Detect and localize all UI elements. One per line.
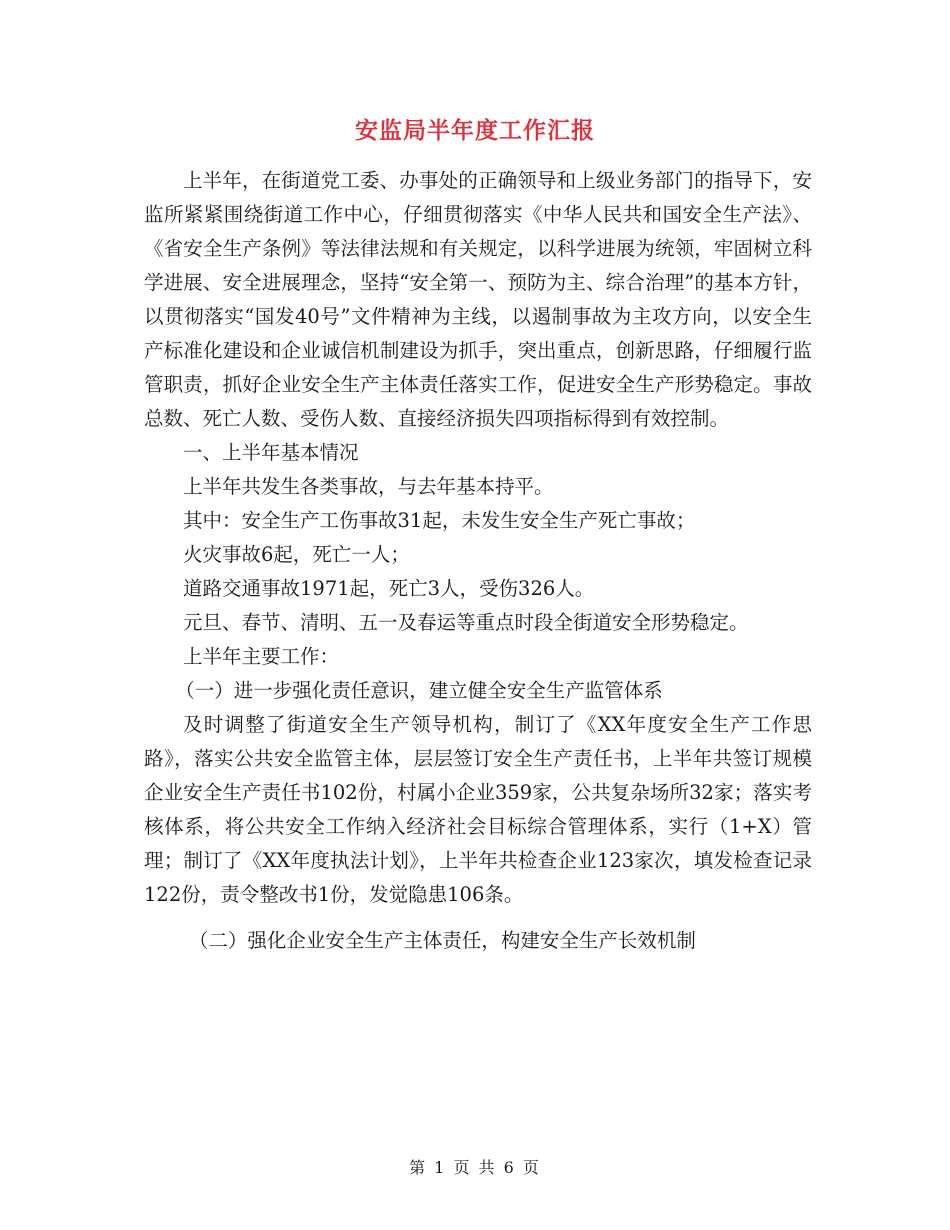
paragraph-responsibility-details: 及时调整了街道安全生产领导机构，制订了《XX年度安全生产工作思路》，落实公共安全监管主体，层层签订安全生产责任书，上半年共签订规模企业安全生产责任书102份，村属小企业359家，公共复杂场所32家；落实考核体系，将公共安全工作纳入经济社会目标综合管理体系，实行（1+X）管理；制订了《XX年度执法计划》，上半年共检查企业123家次，填发检查记录122份，责令整改书1份，发觉隐患106条。 xyxy=(144,713,812,906)
paragraph-traffic: 道路交通事故1971起，死亡3人，受伤326人。 xyxy=(183,577,595,600)
subheading-responsibility: （一）进一步强化责任意识，建立健全安全生产监管体系 xyxy=(175,679,663,702)
paragraph-holidays: 元旦、春节、清明、五一及春运等重点时段全街道安全形势稳定。 xyxy=(183,611,749,634)
document-title: 安监局半年度工作汇报 xyxy=(355,117,595,144)
intro-paragraph: 上半年，在街道党工委、办事处的正确领导和上级业务部门的指导下，安监所紧紧围绕街道工作中心，仔细贯彻落实《中华人民共和国安全生产法》、《省安全生产条例》等法律法规和有关规定，以科学进展为统领，牢固树立科学进展、安全进展理念，坚持“安全第一、预防为主、综合治理”的基本方针，以贯彻落实“国发40号”文件精神为主线，以遏制事故为主攻方向，以安全生产标准化建设和企业诚信机制建设为抓手，突出重点，创新思路，仔细履行监管职责，抓好企业安全生产主体责任落实工作，促进安全生产形势稳定。事故总数、死亡人数、受伤人数、直接经济损失四项指标得到有效控制。 xyxy=(144,169,812,430)
subheading-enterprise-responsibility: （二）强化企业安全生产主体责任，构建安全生产长效机制 xyxy=(188,929,696,952)
paragraph-fire: 火灾事故6起，死亡一人； xyxy=(183,543,410,566)
document-body xyxy=(144,164,812,958)
paragraph-accidents-total: 上半年共发生各类事故，与去年基本持平。 xyxy=(183,475,554,498)
page-footer: 第 1 页 共 6 页 xyxy=(409,1158,541,1177)
section-heading-main-work: 上半年主要工作： xyxy=(183,645,340,668)
section-heading-basic-situation: 一、上半年基本情况 xyxy=(183,441,359,464)
paragraph-work-injury: 其中：安全生产工伤事故31起，未发生安全生产死亡事故； xyxy=(183,509,696,532)
